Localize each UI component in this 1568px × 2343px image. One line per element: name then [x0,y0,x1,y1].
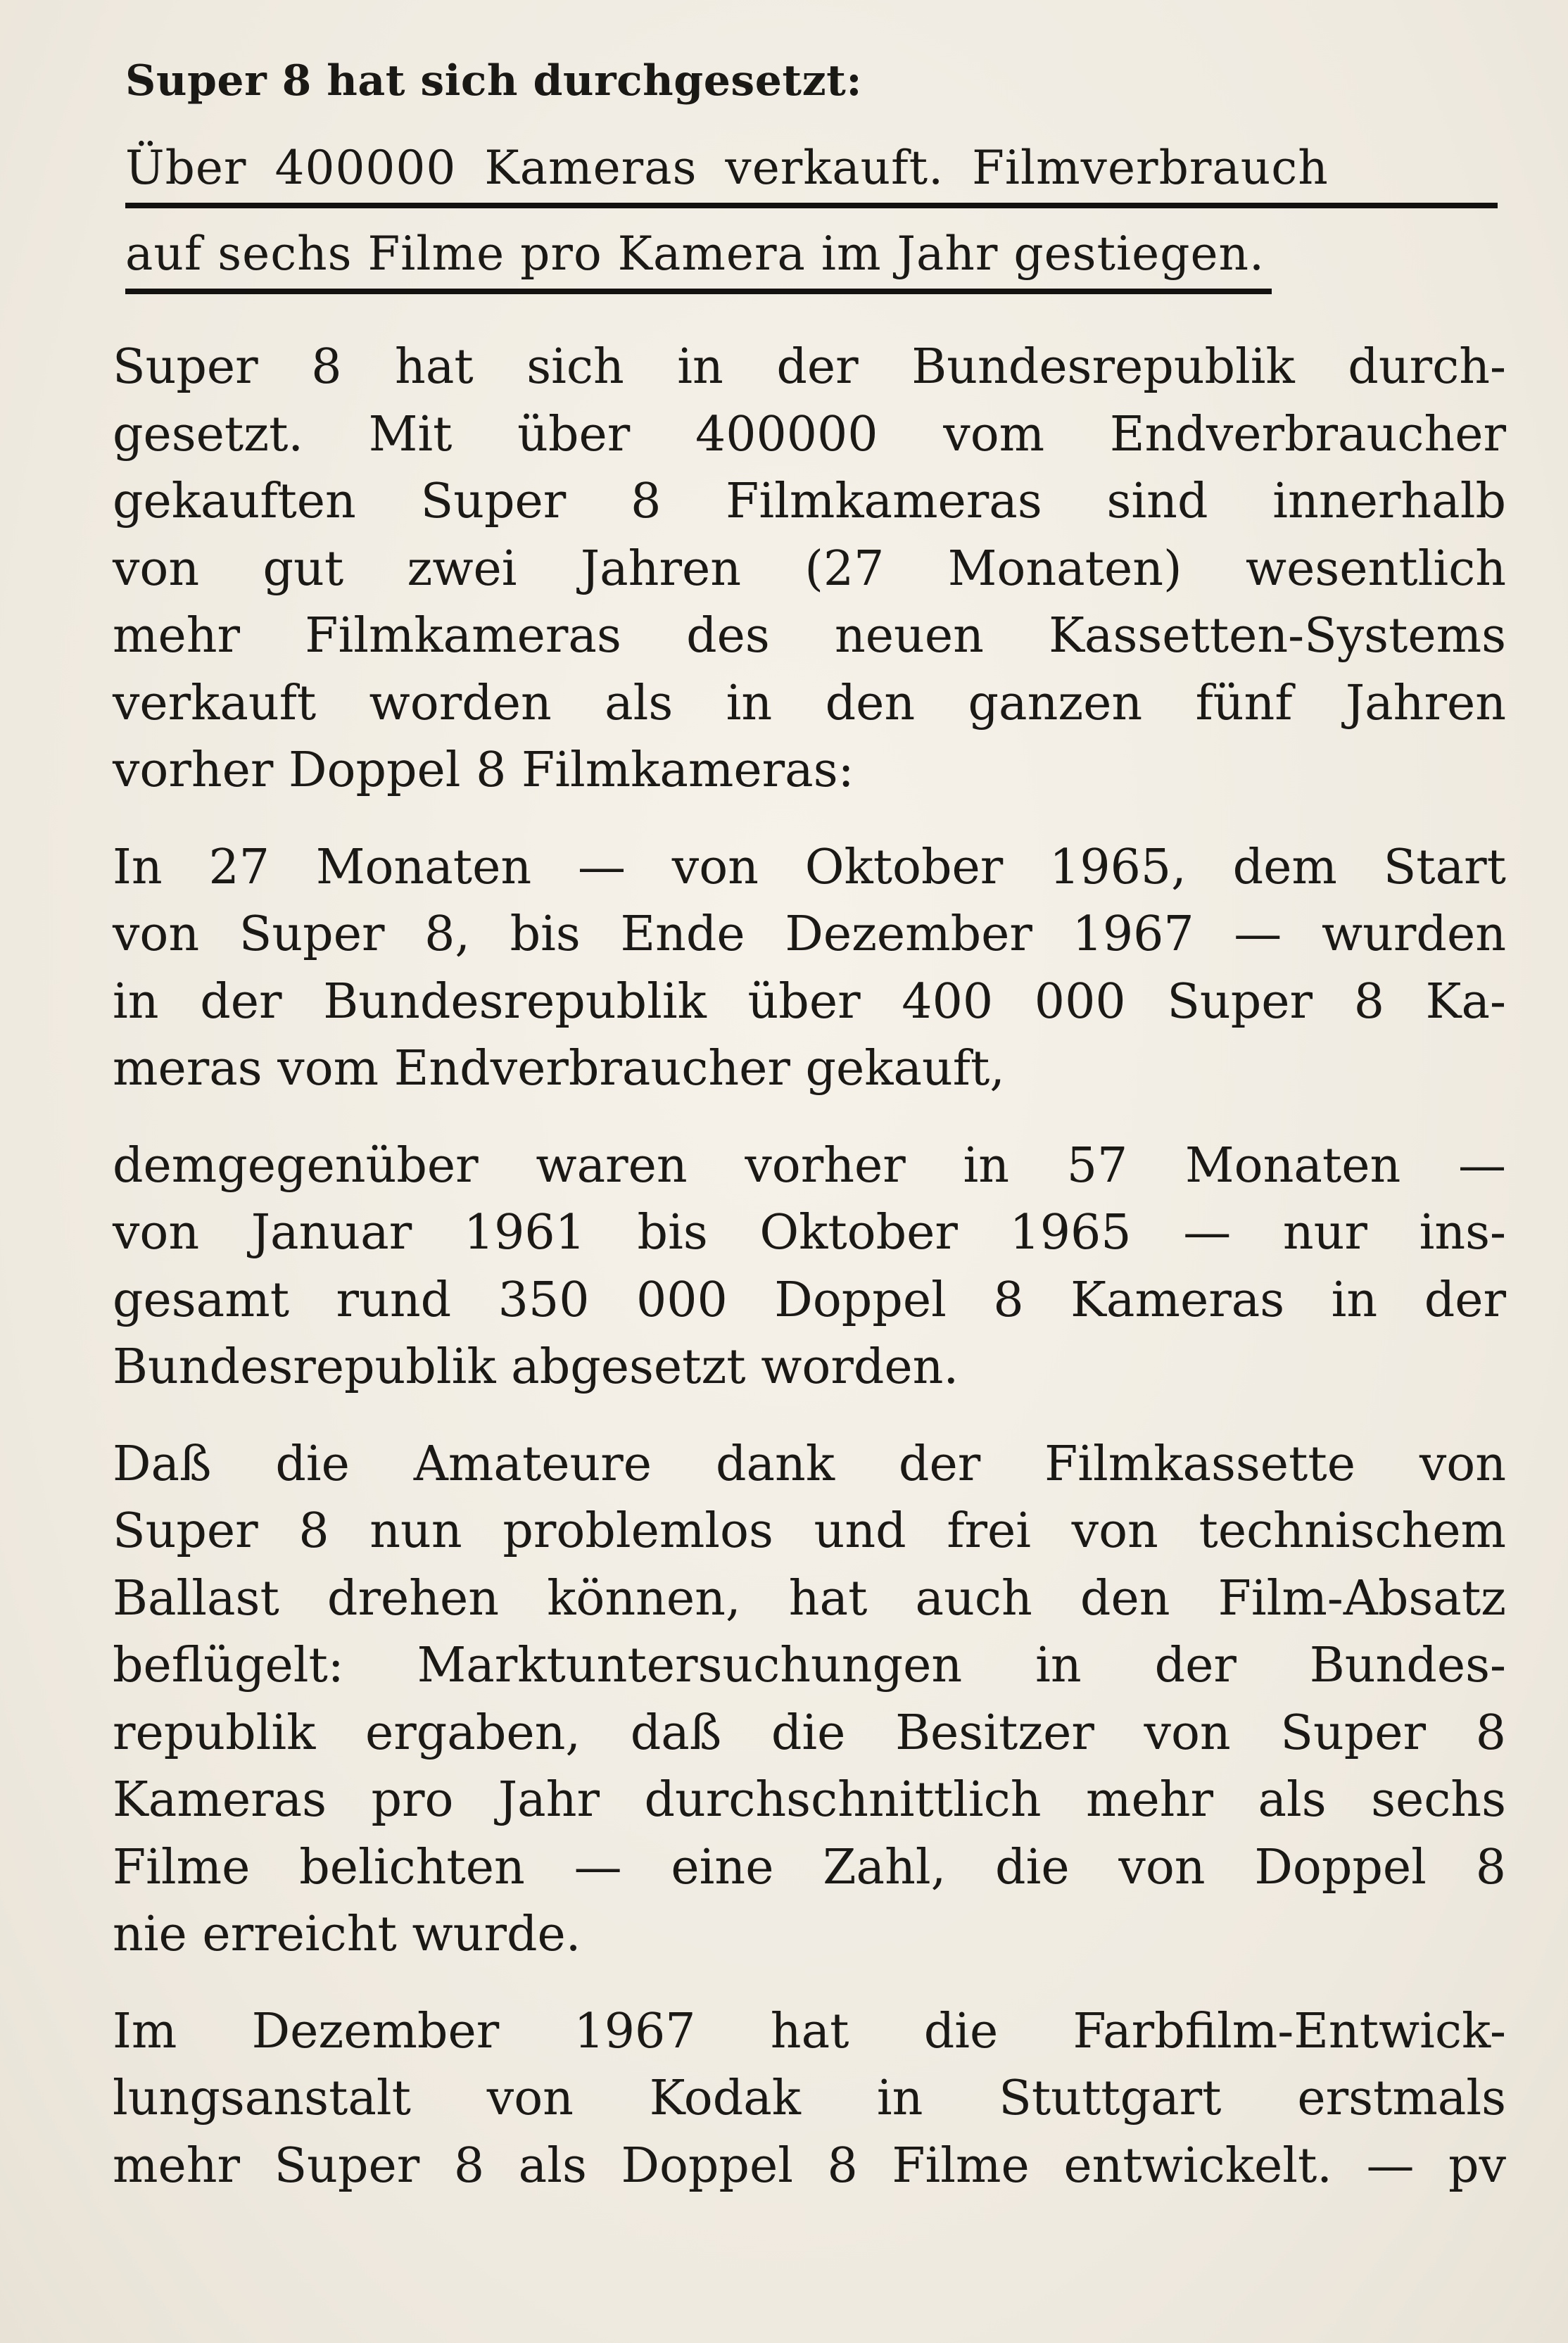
article-headline [125,138,1498,310]
paragraph-4 [113,1431,1506,1969]
text-line: Ballast drehen können, hat auch den Film-Absatz [113,1570,1506,1627]
text-line: von Januar 1961 bis Oktober 1965 — nur ins- [113,1205,1506,1261]
text-line: demgegenüber waren vorher in 57 Monaten — [113,1137,1506,1194]
text-line: Daß die Amateure dank der Filmkassette von [113,1436,1506,1492]
text-line: von Super 8, bis Ende Dezember 1967 — wurden [113,907,1506,962]
text-line: Im Dezember 1967 hat die Farbfilm-Entwick- [113,2003,1506,2059]
headline-line-2: auf sechs Filme pro Kamera im Jahr gestiegen. [125,224,1272,294]
text-line: In 27 Monaten — von Oktober 1965, dem Start [113,839,1506,895]
article-kicker: Super 8 hat sich durchgesetzt: [125,56,863,106]
headline-line-1: Über 400000 Kameras verkauft. Filmverbrauch [125,138,1498,208]
text-line: Super 8 hat sich in der Bundesrepublik durch- [113,339,1506,395]
text-line: Bundesrepublik abgesetzt worden. [113,1339,959,1395]
text-line: gesamt rund 350 000 Doppel 8 Kameras in der [113,1272,1506,1328]
text-line: mehr Filmkameras des neuen Kassetten-Systems [113,608,1506,664]
paragraph-5 [113,1998,1506,2200]
text-line: Kameras pro Jahr durchschnittlich mehr als sechs [113,1772,1506,1828]
text-line: Super 8 nun problemlos und frei von technischem [113,1503,1506,1559]
text-line: gesetzt. Mit über 400000 vom Endverbraucher [113,406,1506,462]
text-line: verkauft worden als in den ganzen fünf Jahren [113,675,1506,731]
text-line: republik ergaben, daß die Besitzer von Super 8 [113,1705,1506,1761]
text-line: meras vom Endverbraucher gekauft, [113,1041,1005,1097]
text-line: von gut zwei Jahren (27 Monaten) wesentlich [113,541,1506,597]
text-line: gekauften Super 8 Filmkameras sind innerhalb [113,474,1506,529]
text-line: mehr Super 8 als Doppel 8 Filme entwickelt. — pv [113,2137,1506,2194]
text-line: beflügelt: Marktuntersuchungen in der Bundes- [113,1638,1506,1693]
text-line: in der Bundesrepublik über 400 000 Super 8 Ka- [113,973,1506,1030]
text-line: lungsanstalt von Kodak in Stuttgart erstmals [113,2071,1506,2126]
text-line: Filme belichten — eine Zahl, die von Doppel 8 [113,1839,1506,1895]
article-column [113,49,1506,2229]
paragraph-1 [113,334,1506,804]
text-line: nie erreicht wurde. [113,1907,581,1962]
paragraph-3 [113,1132,1506,1401]
paragraph-2 [113,834,1506,1103]
text-line: vorher Doppel 8 Filmkameras: [113,743,854,798]
